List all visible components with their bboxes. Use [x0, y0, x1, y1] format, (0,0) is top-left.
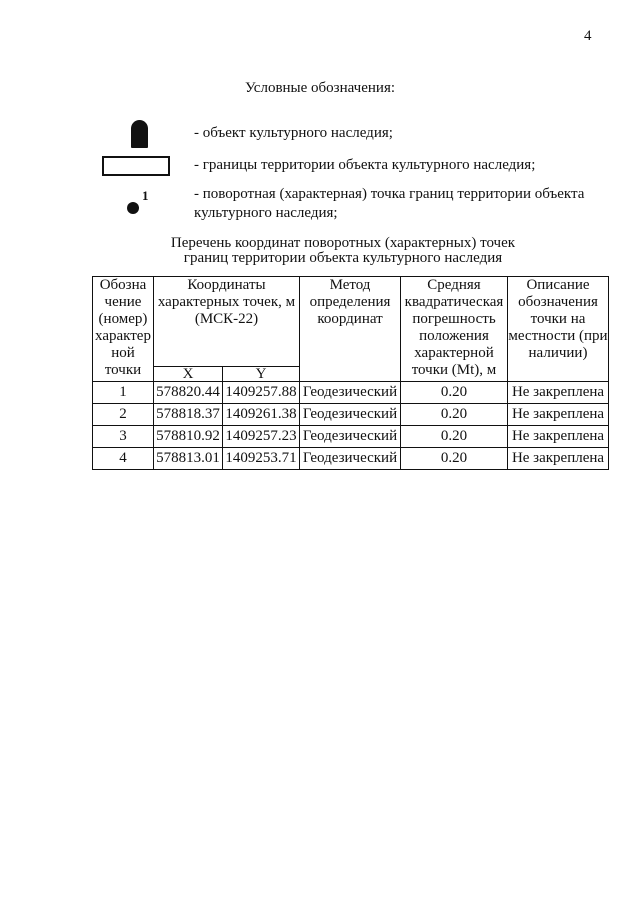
cell-x: 578820.44	[154, 382, 223, 404]
cell-x: 578810.92	[154, 426, 223, 448]
heritage-object-icon	[131, 120, 148, 148]
cell-method: Геодезический	[300, 404, 401, 426]
cell-y: 1409253.71	[223, 448, 300, 470]
table-row	[93, 382, 609, 404]
cell-method: Геодезический	[300, 448, 401, 470]
legend-title: Условные обозначения:	[244, 80, 396, 96]
header-description: Описание обозначения точки на местности (при наличии)	[508, 277, 609, 382]
cell-method: Геодезический	[300, 382, 401, 404]
table-row	[93, 404, 609, 426]
cell-method: Геодезический	[300, 426, 401, 448]
cell-error: 0.20	[401, 426, 508, 448]
table-caption	[0, 236, 640, 266]
table-row	[93, 426, 609, 448]
cell-y: 1409261.38	[223, 404, 300, 426]
cell-description: Не закреплена	[508, 448, 609, 470]
coordinates-table	[92, 276, 609, 470]
cell-name: 3	[93, 426, 154, 448]
cell-name: 1	[93, 382, 154, 404]
header-error: Средняя квадратическая погрешность положения характерной точки (Mt), м	[401, 277, 508, 382]
cell-x: 578813.01	[154, 448, 223, 470]
page-number: 4	[584, 28, 592, 44]
cell-y: 1409257.23	[223, 426, 300, 448]
header-x: X	[154, 367, 223, 382]
legend-text-point: - поворотная (характерная) точка границ территории объекта культурного наследия;	[194, 186, 585, 221]
cell-error: 0.20	[401, 382, 508, 404]
cell-error: 0.20	[401, 404, 508, 426]
table-row	[93, 448, 609, 470]
territory-boundary-icon	[102, 156, 170, 176]
cell-name: 2	[93, 404, 154, 426]
legend-text-boundary: - границы территории объекта культурного наследия;	[194, 157, 536, 173]
cell-name: 4	[93, 448, 154, 470]
cell-y: 1409257.88	[223, 382, 300, 404]
cell-description: Не закреплена	[508, 382, 609, 404]
legend-text-object: - объект культурного наследия;	[194, 125, 393, 141]
cell-description: Не закреплена	[508, 426, 609, 448]
cell-x: 578818.37	[154, 404, 223, 426]
header-method: Метод определения координат	[300, 277, 401, 382]
turning-point-icon	[127, 202, 139, 214]
table-caption-line2: границ территории объекта культурного наследия	[183, 250, 503, 266]
cell-description: Не закреплена	[508, 404, 609, 426]
header-coords: Координаты характерных точек, м (МСК-22)	[154, 277, 300, 367]
cell-error: 0.20	[401, 448, 508, 470]
header-name: Обозна чение (номер) характер ной точки	[93, 277, 154, 382]
table-caption-line1: Перечень координат поворотных (характерных) точек	[170, 235, 516, 251]
turning-point-label: 1	[142, 188, 149, 203]
header-y: Y	[223, 367, 300, 382]
